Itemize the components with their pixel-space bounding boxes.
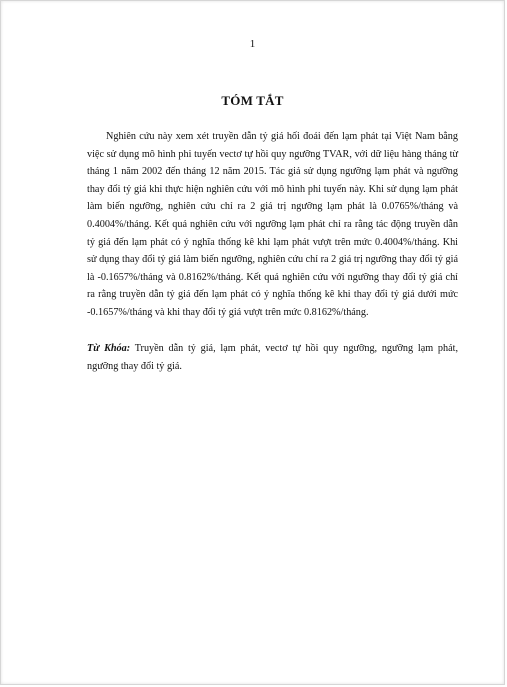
page-number: 1 xyxy=(249,38,256,50)
keywords-paragraph xyxy=(87,340,458,375)
keywords-label: Từ Khóa: xyxy=(87,343,131,354)
page-title: TÓM TẮT xyxy=(221,93,284,108)
abstract-paragraph: Nghiên cứu này xem xét truyền dẫn tỷ giá hối đoái đến lạm phát tại Việt Nam bằng việc sử dụng mô hình phi tuyến vectơ tự hồi quy ngưỡng TVAR, với dữ liệu hàng tháng từ tháng 1 năm 2002 đến tháng 12 năm 2015. Tác giả sử dụng ngưỡng lạm phát và ngưỡng thay đổi tỷ giá khi thực hiện nghiên cứu với mô hình phi tuyến này. Khi sử dụng lạm phát làm biến ngưỡng, nghiên cứu chỉ ra 2 giá trị ngưỡng lạm phát là 0.0765%/tháng và 0.4004%/tháng. Kết quả nghiên cứu với ngưỡng lạm phát chỉ ra rằng tác động truyền dẫn tỷ giá đến lạm phát có ý nghĩa thống kê khi lạm phát vượt trên mức 0.4004%/tháng. Khi sử dụng thay đổi tỷ giá làm biến ngưỡng, nghiên cứu chỉ ra 2 giá trị ngưỡng thay đổi tỷ giá là -0.1657%/tháng và 0.8162%/tháng. Kết quả nghiên cứu với ngưỡng thay đổi tỷ giá chỉ ra rằng truyền dẫn tỷ giá đến lạm phát có ý nghĩa thống kê khi thay đổi tỷ giá dưới mức -0.1657%/tháng và khi thay đổi tỷ giá vượt trên mức 0.8162%/tháng. xyxy=(87,131,458,318)
keywords-text: Truyền dẫn tỷ giá, lạm phát, vectơ tự hồi quy ngưỡng, ngưỡng lạm phát, ngưỡng thay đổi tỷ giá. xyxy=(87,343,458,372)
